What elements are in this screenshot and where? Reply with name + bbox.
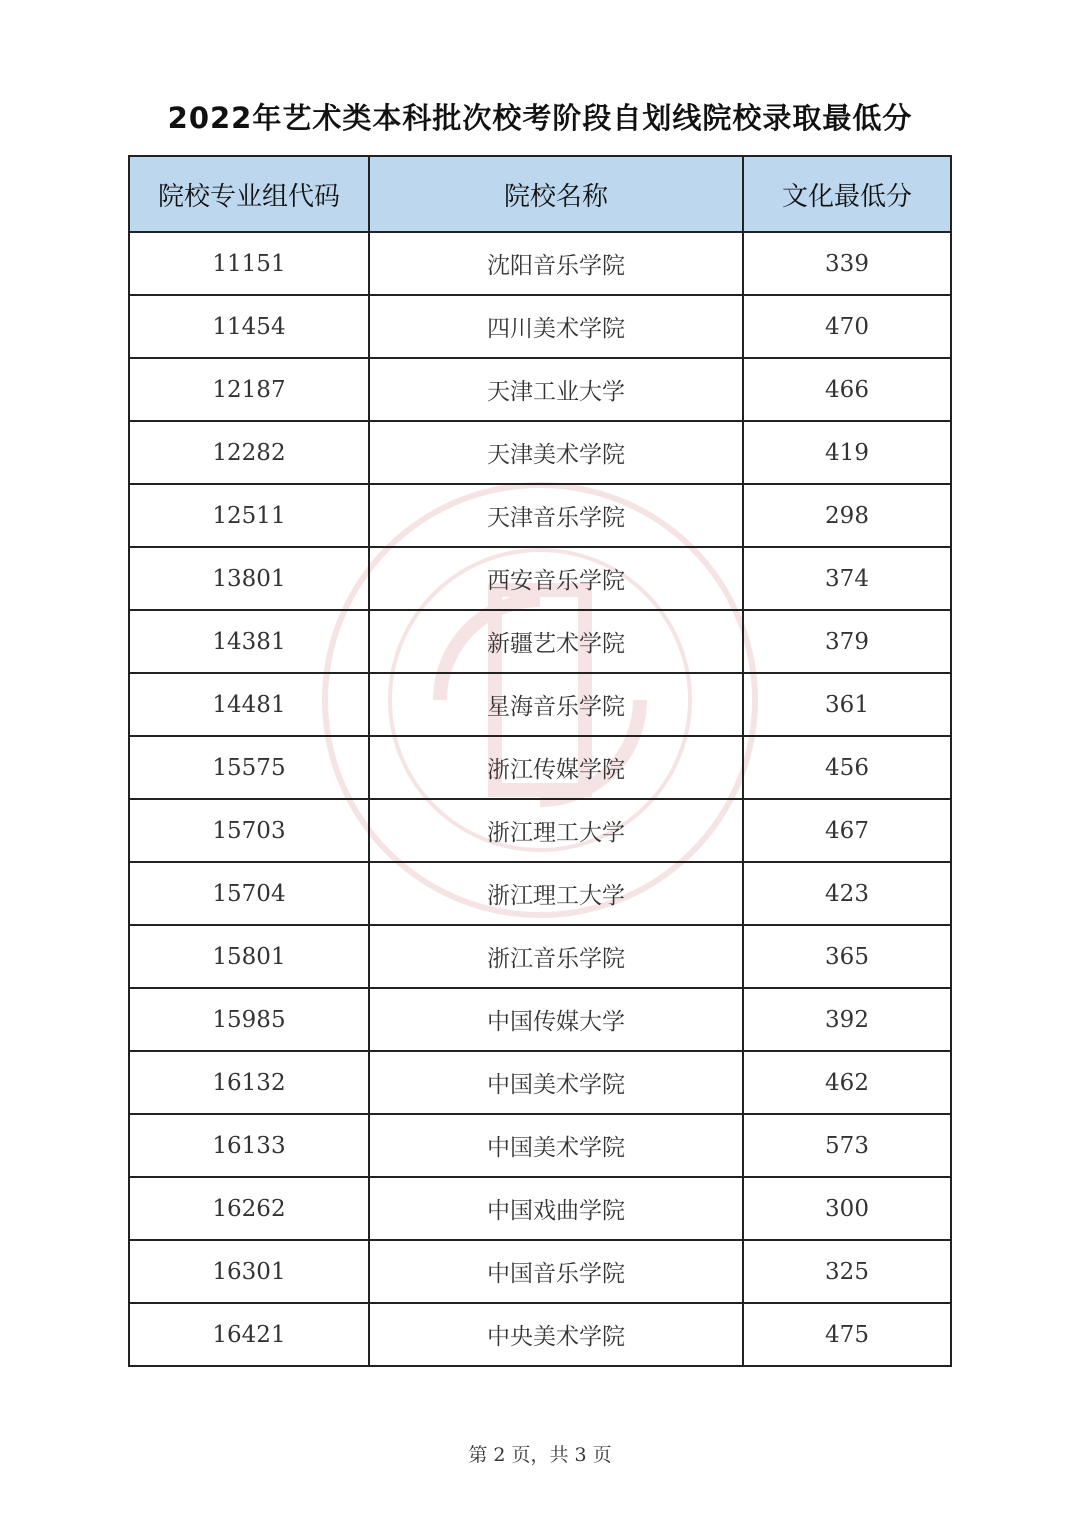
group-code-cell: 14381 bbox=[129, 610, 369, 673]
school-name-cell: 浙江音乐学院 bbox=[369, 925, 743, 988]
table-row bbox=[129, 1303, 951, 1366]
min-score-cell: 467 bbox=[743, 799, 951, 862]
table-row bbox=[129, 988, 951, 1051]
school-name-cell: 浙江理工大学 bbox=[369, 799, 743, 862]
table-row bbox=[129, 799, 951, 862]
table-row bbox=[129, 925, 951, 988]
table-row bbox=[129, 1114, 951, 1177]
min-score-cell: 339 bbox=[743, 232, 951, 295]
school-name-cell: 四川美术学院 bbox=[369, 295, 743, 358]
group-code-cell: 12511 bbox=[129, 484, 369, 547]
group-code-cell: 16132 bbox=[129, 1051, 369, 1114]
school-name-cell: 天津工业大学 bbox=[369, 358, 743, 421]
group-code-cell: 16421 bbox=[129, 1303, 369, 1366]
min-score-cell: 456 bbox=[743, 736, 951, 799]
min-score-cell: 300 bbox=[743, 1177, 951, 1240]
table-row bbox=[129, 673, 951, 736]
header-school-name: 院校名称 bbox=[369, 156, 743, 232]
group-code-cell: 16262 bbox=[129, 1177, 369, 1240]
page-title: 2022年艺术类本科批次校考阶段自划线院校录取最低分 bbox=[167, 101, 913, 135]
table-row bbox=[129, 862, 951, 925]
school-name-cell: 中国美术学院 bbox=[369, 1114, 743, 1177]
min-score-cell: 374 bbox=[743, 547, 951, 610]
group-code-cell: 15575 bbox=[129, 736, 369, 799]
min-score-cell: 379 bbox=[743, 610, 951, 673]
school-name-cell: 中国传媒大学 bbox=[369, 988, 743, 1051]
min-score-cell: 462 bbox=[743, 1051, 951, 1114]
school-name-cell: 中国戏曲学院 bbox=[369, 1177, 743, 1240]
min-score-cell: 475 bbox=[743, 1303, 951, 1366]
group-code-cell: 15704 bbox=[129, 862, 369, 925]
school-name-cell: 天津美术学院 bbox=[369, 421, 743, 484]
group-code-cell: 15703 bbox=[129, 799, 369, 862]
min-score-cell: 325 bbox=[743, 1240, 951, 1303]
group-code-cell: 14481 bbox=[129, 673, 369, 736]
school-name-cell: 浙江传媒学院 bbox=[369, 736, 743, 799]
school-name-cell: 中国美术学院 bbox=[369, 1051, 743, 1114]
group-code-cell: 15985 bbox=[129, 988, 369, 1051]
min-score-cell: 423 bbox=[743, 862, 951, 925]
table-row bbox=[129, 736, 951, 799]
min-score-cell: 298 bbox=[743, 484, 951, 547]
school-name-cell: 浙江理工大学 bbox=[369, 862, 743, 925]
group-code-cell: 11454 bbox=[129, 295, 369, 358]
table-row bbox=[129, 1177, 951, 1240]
school-name-cell: 中央美术学院 bbox=[369, 1303, 743, 1366]
table-row bbox=[129, 295, 951, 358]
group-code-cell: 16301 bbox=[129, 1240, 369, 1303]
table-row bbox=[129, 610, 951, 673]
min-score-cell: 419 bbox=[743, 421, 951, 484]
school-name-cell: 新疆艺术学院 bbox=[369, 610, 743, 673]
min-score-cell: 466 bbox=[743, 358, 951, 421]
min-score-cell: 470 bbox=[743, 295, 951, 358]
header-group-code: 院校专业组代码 bbox=[129, 156, 369, 232]
min-score-cell: 361 bbox=[743, 673, 951, 736]
school-name-cell: 天津音乐学院 bbox=[369, 484, 743, 547]
school-name-cell: 星海音乐学院 bbox=[369, 673, 743, 736]
table-row bbox=[129, 421, 951, 484]
header-min-score: 文化最低分 bbox=[743, 156, 951, 232]
table-row bbox=[129, 232, 951, 295]
group-code-cell: 12187 bbox=[129, 358, 369, 421]
min-score-cell: 365 bbox=[743, 925, 951, 988]
group-code-cell: 16133 bbox=[129, 1114, 369, 1177]
group-code-cell: 11151 bbox=[129, 232, 369, 295]
min-score-cell: 392 bbox=[743, 988, 951, 1051]
table-row bbox=[129, 358, 951, 421]
school-name-cell: 沈阳音乐学院 bbox=[369, 232, 743, 295]
table-row bbox=[129, 1240, 951, 1303]
group-code-cell: 12282 bbox=[129, 421, 369, 484]
table-row bbox=[129, 484, 951, 547]
group-code-cell: 13801 bbox=[129, 547, 369, 610]
school-name-cell: 西安音乐学院 bbox=[369, 547, 743, 610]
min-score-cell: 573 bbox=[743, 1114, 951, 1177]
group-code-cell: 15801 bbox=[129, 925, 369, 988]
table-header-row bbox=[129, 156, 951, 232]
admission-score-table bbox=[128, 155, 952, 1367]
page-number-footer: 第 2 页，共 3 页 bbox=[468, 1444, 612, 1466]
school-name-cell: 中国音乐学院 bbox=[369, 1240, 743, 1303]
table-row bbox=[129, 1051, 951, 1114]
table-row bbox=[129, 547, 951, 610]
